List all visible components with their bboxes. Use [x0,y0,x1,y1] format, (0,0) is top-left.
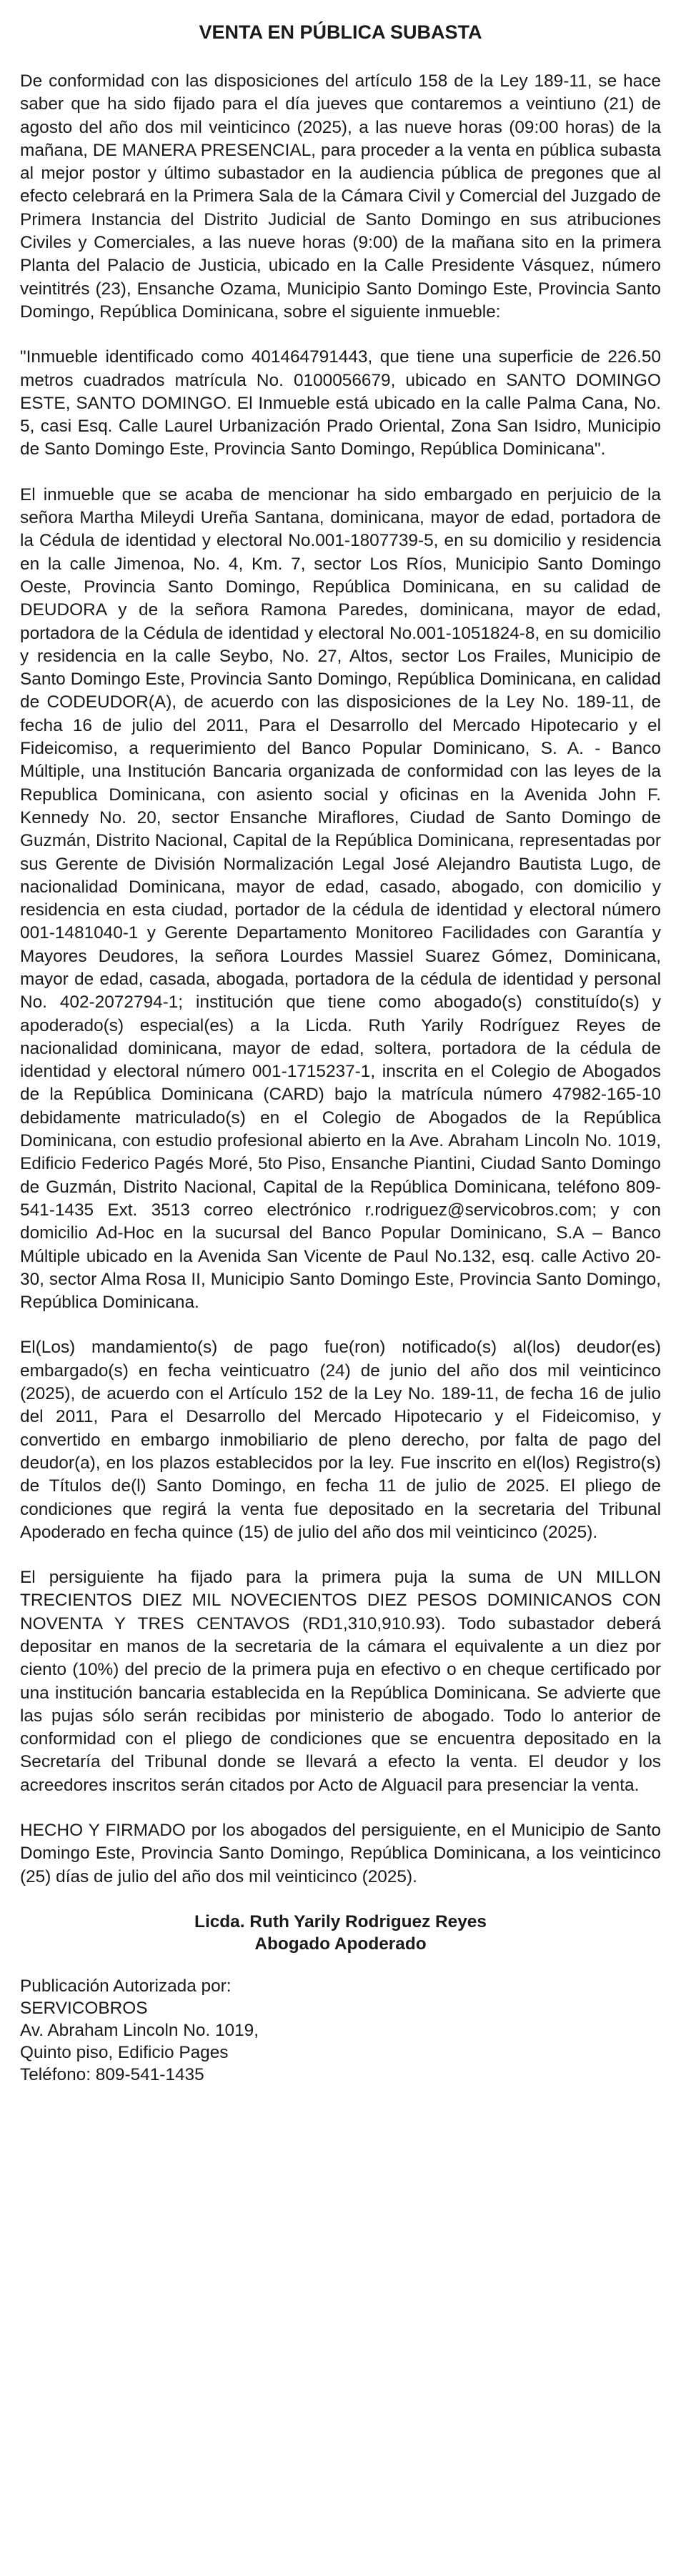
signature-role: Abogado Apoderado [254,1934,427,1954]
signature-name: Licda. Ruth Yarily Rodriguez Reyes [194,1911,487,1931]
paragraph-signed: HECHO Y FIRMADO por los abogados del persiguiente, en el Municipio de Santo Domingo Este, Provincia Santo Domingo, República Dominicana, a los veinticinco (25) días de julio del año dos mil veinticinco (2025). [20,1821,661,1886]
paragraph-property-description: "Inmueble identificado como 401464791443, que tiene una superficie de 226.50 metros cuadrados matrícula No. 0100056679, ubicado en SANTO DOMINGO ESTE, SANTO DOMINGO. El Inmueble está ubicado en la calle Palma Cana, No. 5, casi Esq. Calle Laurel Urbanización Prado Oriental, Zona San Isidro, Municipio de Santo Domingo Este, Provincia Santo Domingo, República Dominicana". [20,347,661,459]
publication-phone: Teléfono: 809-541-1435 [20,2064,204,2084]
paragraph-first-bid: El persiguiente ha fijado para la primera puja la suma de UN MILLON TRECIENTOS DIEZ MIL NOVECIENTOS DIEZ PESOS DOMINICANOS CON NOVENTA Y TRES CENTAVOS (RD1,310,910.93). Todo subastador deberá depositar en manos de la secretaria de la cámara el equivalente a un diez por ciento (10%) del precio de la primera puja en efectivo o en cheque certificado por una institución bancaria establecida en la República Dominicana. Se advierte que las pujas sólo serán recibidas por ministerio de abogado. Todo lo anterior de conformidad con el pliego de condiciones que se encuentra depositado en la Secretaría del Tribunal donde se llevará a efecto la venta. El deudor y los acreedores inscritos serán citados por Acto de Alguacil para presenciar la venta. [20,1568,661,1795]
publication-address-line-1: Av. Abraham Lincoln No. 1019, [20,2020,259,2040]
publication-label: Publicación Autorizada por: [20,1976,232,1996]
paragraph-auction-announcement: De conformidad con las disposiciones del artículo 158 de la Ley 189-11, se hace saber que ha sido fijado para el día jueves que contaremos a veintiuno (21) de agosto del año dos mil veinticinco (2025), a las nueve horas (09:00 horas) de la mañana, DE MANERA PRESENCIAL, para proceder a la venta en pública subasta al mejor postor y último subastador en la audiencia pública de pregones que al efecto celebrará en la Primera Sala de la Cámara Civil y Comercial del Juzgado de Primera Instancia del Distrito Judicial de Santo Domingo en sus atribuciones Civiles y Comerciales, a las nueve horas (9:00) de la mañana sito en la primera Planta del Palacio de Justicia, ubicado en la Calle Presidente Vásquez, número veintitrés (23), Ensanche Ozama, Municipio Santo Domingo Este, Provincia Santo Domingo, República Dominicana, sobre el siguiente inmueble: [20,71,661,322]
notice-title: VENTA EN PÚBLICA SUBASTA [199,21,482,43]
publication-company: SERVICOBROS [20,1998,148,2018]
paragraph-seizure-details: El inmueble que se acaba de mencionar ha sido embargado en perjuicio de la señora Martha Mileydi Ureña Santana, dominicana, mayor de edad, portadora de la Cédula de identidad y electoral No.001-1807739-5, en su domicilio y residencia en la calle Jimenoa, No. 4, Km. 7, sector Los Ríos, Municipio Santo Domingo Oeste, Provincia Santo Domingo, República Dominicana, en su calidad de DEUDORA y de la señora Ramona Paredes, dominicana, mayor de edad, portadora de la Cédula de identidad y electoral No.001-1051824-8, en su domicilio y residencia en la calle Seybo, No. 27, Altos, sector Los Frailes, Municipio de Santo Domingo Este, Provincia Santo Domingo, República Dominicana, en calidad de CODEUDOR(A), de acuerdo con las disposiciones de la Ley No. 189-11, de fecha 16 de julio del 2011, Para el Desarrollo del Mercado Hipotecario y el Fideicomiso, a requerimiento del Banco Popular Dominicano, S. A. - Banco Múltiple, una Institución Bancaria organizada de conformidad con las leyes de la Republica Dominicana, con asiento social y oficinas en la Avenida John F. Kennedy No. 20, sector Ensanche Miraflores, Ciudad de Santo Domingo de Guzmán, Distrito Nacional, Capital de la República Dominicana, representadas por sus Gerente de División Normalización Legal José Alejandro Bautista Lugo, de nacionalidad Dominicana, mayor de edad, casado, abogado, con domicilio y residencia en esta ciudad, portador de la cédula de identidad y electoral número 001-1481040-1 y Gerente Departamento Monitoreo Facilidades con Garantía y Mayores Deudores, la señora Lourdes Massiel Suarez Gómez, Dominicana, mayor de edad, casada, abogada, portadora de la cédula de identidad y personal No. 402-2072794-1; institución que tiene como abogado(s) constituído(s) y apoderado(s) especial(es) a la Licda. Ruth Yarily Rodríguez Reyes de nacionalidad dominicana, mayor de edad, soltera, portadora de la cédula de identidad y electoral número 001-1715237-1, inscrita en el Colegio de Abogados de la República Dominicana (CARD) bajo la matrícula número 47982-165-10 debidamente matriculado(s) en el Colegio de Abogados de la República Dominicana, con estudio profesional abierto en la Ave. Abraham Lincoln No. 1019, Edificio Federico Pagés Moré, 5to Piso, Ensanche Piantini, Ciudad Santo Domingo de Guzmán, Distrito Nacional, Capital de la República Dominicana, teléfono 809-541-1435 Ext. 3513 correo electrónico r.rodriguez@servicobros.com; y con domicilio Ad-Hoc en la sucursal del Banco Popular Dominicano, S.A – Banco Múltiple ubicado en la Avenida San Vicente de Paul No.132, esq. calle Activo 20-30, sector Alma Rosa II, Municipio Santo Domingo Este, Provincia Santo Domingo, República Dominicana. [20,484,661,1313]
paragraph-payment-order: El(Los) mandamiento(s) de pago fue(ron) notificado(s) al(los) deudor(es) embargado(s) en fecha veinticuatro (24) de junio del año dos mil veinticinco (2025), de acuerdo con el Artículo 152 de la Ley No. 189-11, de fecha 16 de julio del 2011, Para el Desarrollo del Mercado Hipotecario y el Fideicomiso, y convertido en embargo inmobiliario de pleno derecho, por falta de pago del deudor(a), en los plazos establecidos por la ley. Fue inscrito en el(los) Registro(s) de Títulos de(l) Santo Domingo, en fecha 11 de julio de 2025. El pliego de condiciones que regirá la venta fue depositado en la secretaria del Tribunal Apoderado en fecha quince (15) de julio del año dos mil veinticinco (2025). [20,1338,661,1542]
signature-block [20,1911,661,1955]
publication-address-line-2: Quinto piso, Edificio Pages [20,2042,229,2062]
publication-block [20,1975,661,2086]
